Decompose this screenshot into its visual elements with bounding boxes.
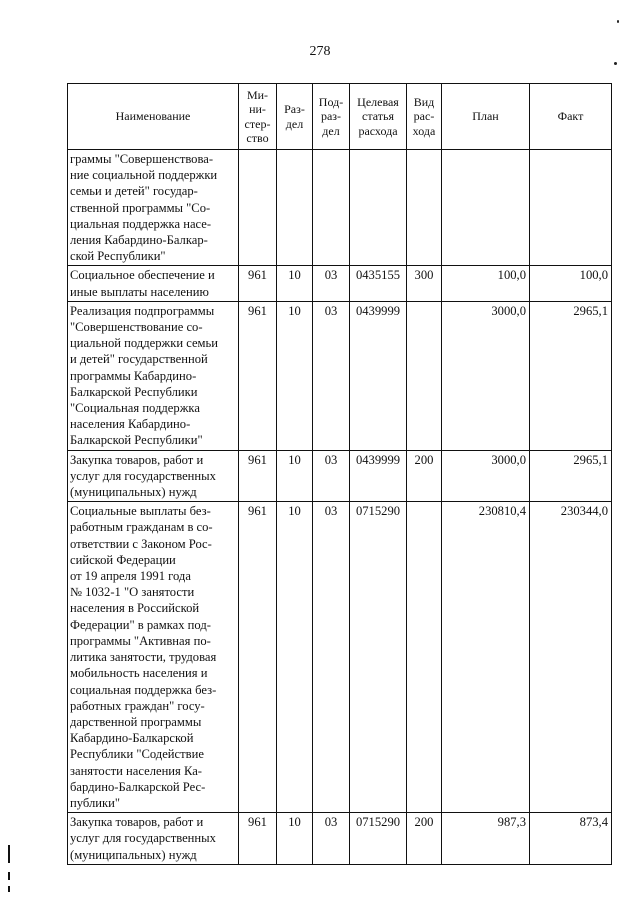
cell-plan — [442, 150, 530, 266]
cell-text: 961 — [248, 303, 267, 318]
cell-text: 2965,1 — [573, 452, 608, 467]
cell-text: 200 — [414, 452, 434, 467]
cell-subsection — [313, 450, 350, 502]
cell-section — [277, 301, 313, 450]
cell-plan — [442, 266, 530, 301]
cell-subsection — [313, 813, 350, 865]
table-body — [68, 150, 612, 865]
cell-text: граммы "Совершенствова- ние социальной поддержки семьи и детей" государ- ственной программы "Со- циальная поддержка насе- ления Кабардино-Балкар- ской Республики" — [70, 152, 218, 264]
cell-text: 03 — [324, 268, 338, 283]
header-subsection: Под- раз- дел — [313, 84, 350, 150]
cell-subsection — [313, 301, 350, 450]
cell-ministry — [239, 450, 277, 502]
cell-plan — [442, 450, 530, 502]
cell-text: 03 — [324, 815, 338, 830]
table-header-row — [68, 84, 612, 150]
cell-text: 230810,4 — [478, 504, 526, 519]
cell-text: Закупка товаров, работ и услуг для государственных (муниципальных) нужд — [70, 815, 216, 862]
scan-speck — [614, 62, 617, 65]
margin-mark — [8, 845, 10, 863]
cell-ministry — [239, 150, 277, 266]
cell-text: 100,0 — [579, 268, 608, 283]
header-plan: План — [442, 84, 530, 150]
header-name: Наименование — [68, 84, 239, 150]
cell-text: 10 — [288, 452, 301, 467]
page-number: 278 — [309, 44, 331, 59]
table-row — [68, 450, 612, 502]
cell-section — [277, 266, 313, 301]
header-target: Целевая статья расхода — [350, 84, 407, 150]
cell-fact — [530, 301, 612, 450]
cell-text: 100,0 — [497, 268, 526, 283]
cell-text: 0715290 — [355, 815, 401, 830]
cell-fact — [530, 150, 612, 266]
cell-ministry — [239, 301, 277, 450]
cell-text: 3000,0 — [491, 452, 526, 467]
budget-table — [67, 83, 612, 865]
cell-subsection — [313, 266, 350, 301]
table-row — [68, 813, 612, 865]
margin-mark — [8, 886, 10, 892]
cell-text: 2965,1 — [573, 303, 608, 318]
cell-type — [407, 813, 442, 865]
cell-name — [68, 502, 239, 813]
cell-target — [350, 813, 407, 865]
cell-text: 0715290 — [355, 504, 401, 519]
cell-type — [407, 301, 442, 450]
cell-section — [277, 450, 313, 502]
margin-mark — [8, 872, 10, 880]
cell-subsection — [313, 502, 350, 813]
cell-name — [68, 301, 239, 450]
cell-target — [350, 450, 407, 502]
cell-target — [350, 150, 407, 266]
header-ministry: Ми- ни- стер- ство — [239, 84, 277, 150]
cell-section — [277, 150, 313, 266]
cell-text: Социальное обеспечение и иные выплаты населению — [70, 268, 215, 299]
cell-plan — [442, 301, 530, 450]
cell-text: 961 — [248, 452, 267, 467]
table-row — [68, 266, 612, 301]
cell-text: 10 — [288, 504, 301, 519]
cell-name — [68, 813, 239, 865]
cell-text: 10 — [288, 815, 301, 830]
cell-text: 961 — [248, 268, 267, 283]
cell-text: Реализация подпрограммы "Совершенствование со- циальной поддержки семьи и детей" государственной программы Кабардино- Балкарской Республики "Социальная поддержка населения Кабардино- Балкарской Республики" — [70, 303, 219, 448]
table-row — [68, 301, 612, 450]
cell-section — [277, 813, 313, 865]
cell-subsection — [313, 150, 350, 266]
cell-fact — [530, 813, 612, 865]
cell-target — [350, 266, 407, 301]
cell-plan — [442, 813, 530, 865]
cell-name — [68, 150, 239, 266]
cell-type — [407, 502, 442, 813]
cell-type — [407, 266, 442, 301]
cell-text: 961 — [248, 815, 267, 830]
cell-text: 300 — [414, 268, 434, 283]
header-section: Раз- дел — [277, 84, 313, 150]
cell-name — [68, 450, 239, 502]
cell-text: 961 — [248, 504, 267, 519]
cell-ministry — [239, 266, 277, 301]
cell-text: Закупка товаров, работ и услуг для государственных (муниципальных) нужд — [70, 452, 216, 500]
cell-text: 200 — [414, 815, 434, 830]
cell-fact — [530, 450, 612, 502]
cell-ministry — [239, 813, 277, 865]
cell-text: 987,3 — [497, 815, 526, 830]
header-fact: Факт — [530, 84, 612, 150]
cell-text: 230344,0 — [560, 504, 608, 519]
table-row — [68, 150, 612, 266]
cell-text: 0439999 — [355, 452, 401, 467]
cell-text: 10 — [288, 268, 301, 283]
cell-ministry — [239, 502, 277, 813]
cell-text: 873,4 — [579, 815, 608, 830]
cell-text: 03 — [324, 303, 338, 318]
cell-text: 03 — [324, 452, 338, 467]
cell-fact — [530, 266, 612, 301]
header-type: Вид рас- хода — [407, 84, 442, 150]
cell-text: 10 — [288, 303, 301, 318]
cell-text: 3000,0 — [491, 303, 526, 318]
table-row — [68, 502, 612, 813]
cell-name — [68, 266, 239, 301]
cell-target — [350, 301, 407, 450]
cell-text: Социальные выплаты без- работным гражданам в со- ответствии с Законом Рос- сийской Федерации от 19 апреля 1991 года № 1032-1 "О занятости населения в Российской Федерации" в рамках под- программы "Активная по- литика занятости, трудовая мобильность населения и социальная поддержка без- работных граждан" госу- дарственной программы Кабардино-Балкарской Республики "Содействие занятости населения Ка- бардино-Балкарской Рес- публики" — [70, 504, 217, 810]
cell-fact — [530, 502, 612, 813]
cell-text: 03 — [324, 504, 338, 519]
scan-speck — [617, 20, 619, 23]
cell-section — [277, 502, 313, 813]
cell-type — [407, 450, 442, 502]
cell-plan — [442, 502, 530, 813]
cell-type — [407, 150, 442, 266]
cell-text: 0435155 — [355, 268, 401, 283]
cell-text: 0439999 — [355, 303, 401, 318]
cell-target — [350, 502, 407, 813]
